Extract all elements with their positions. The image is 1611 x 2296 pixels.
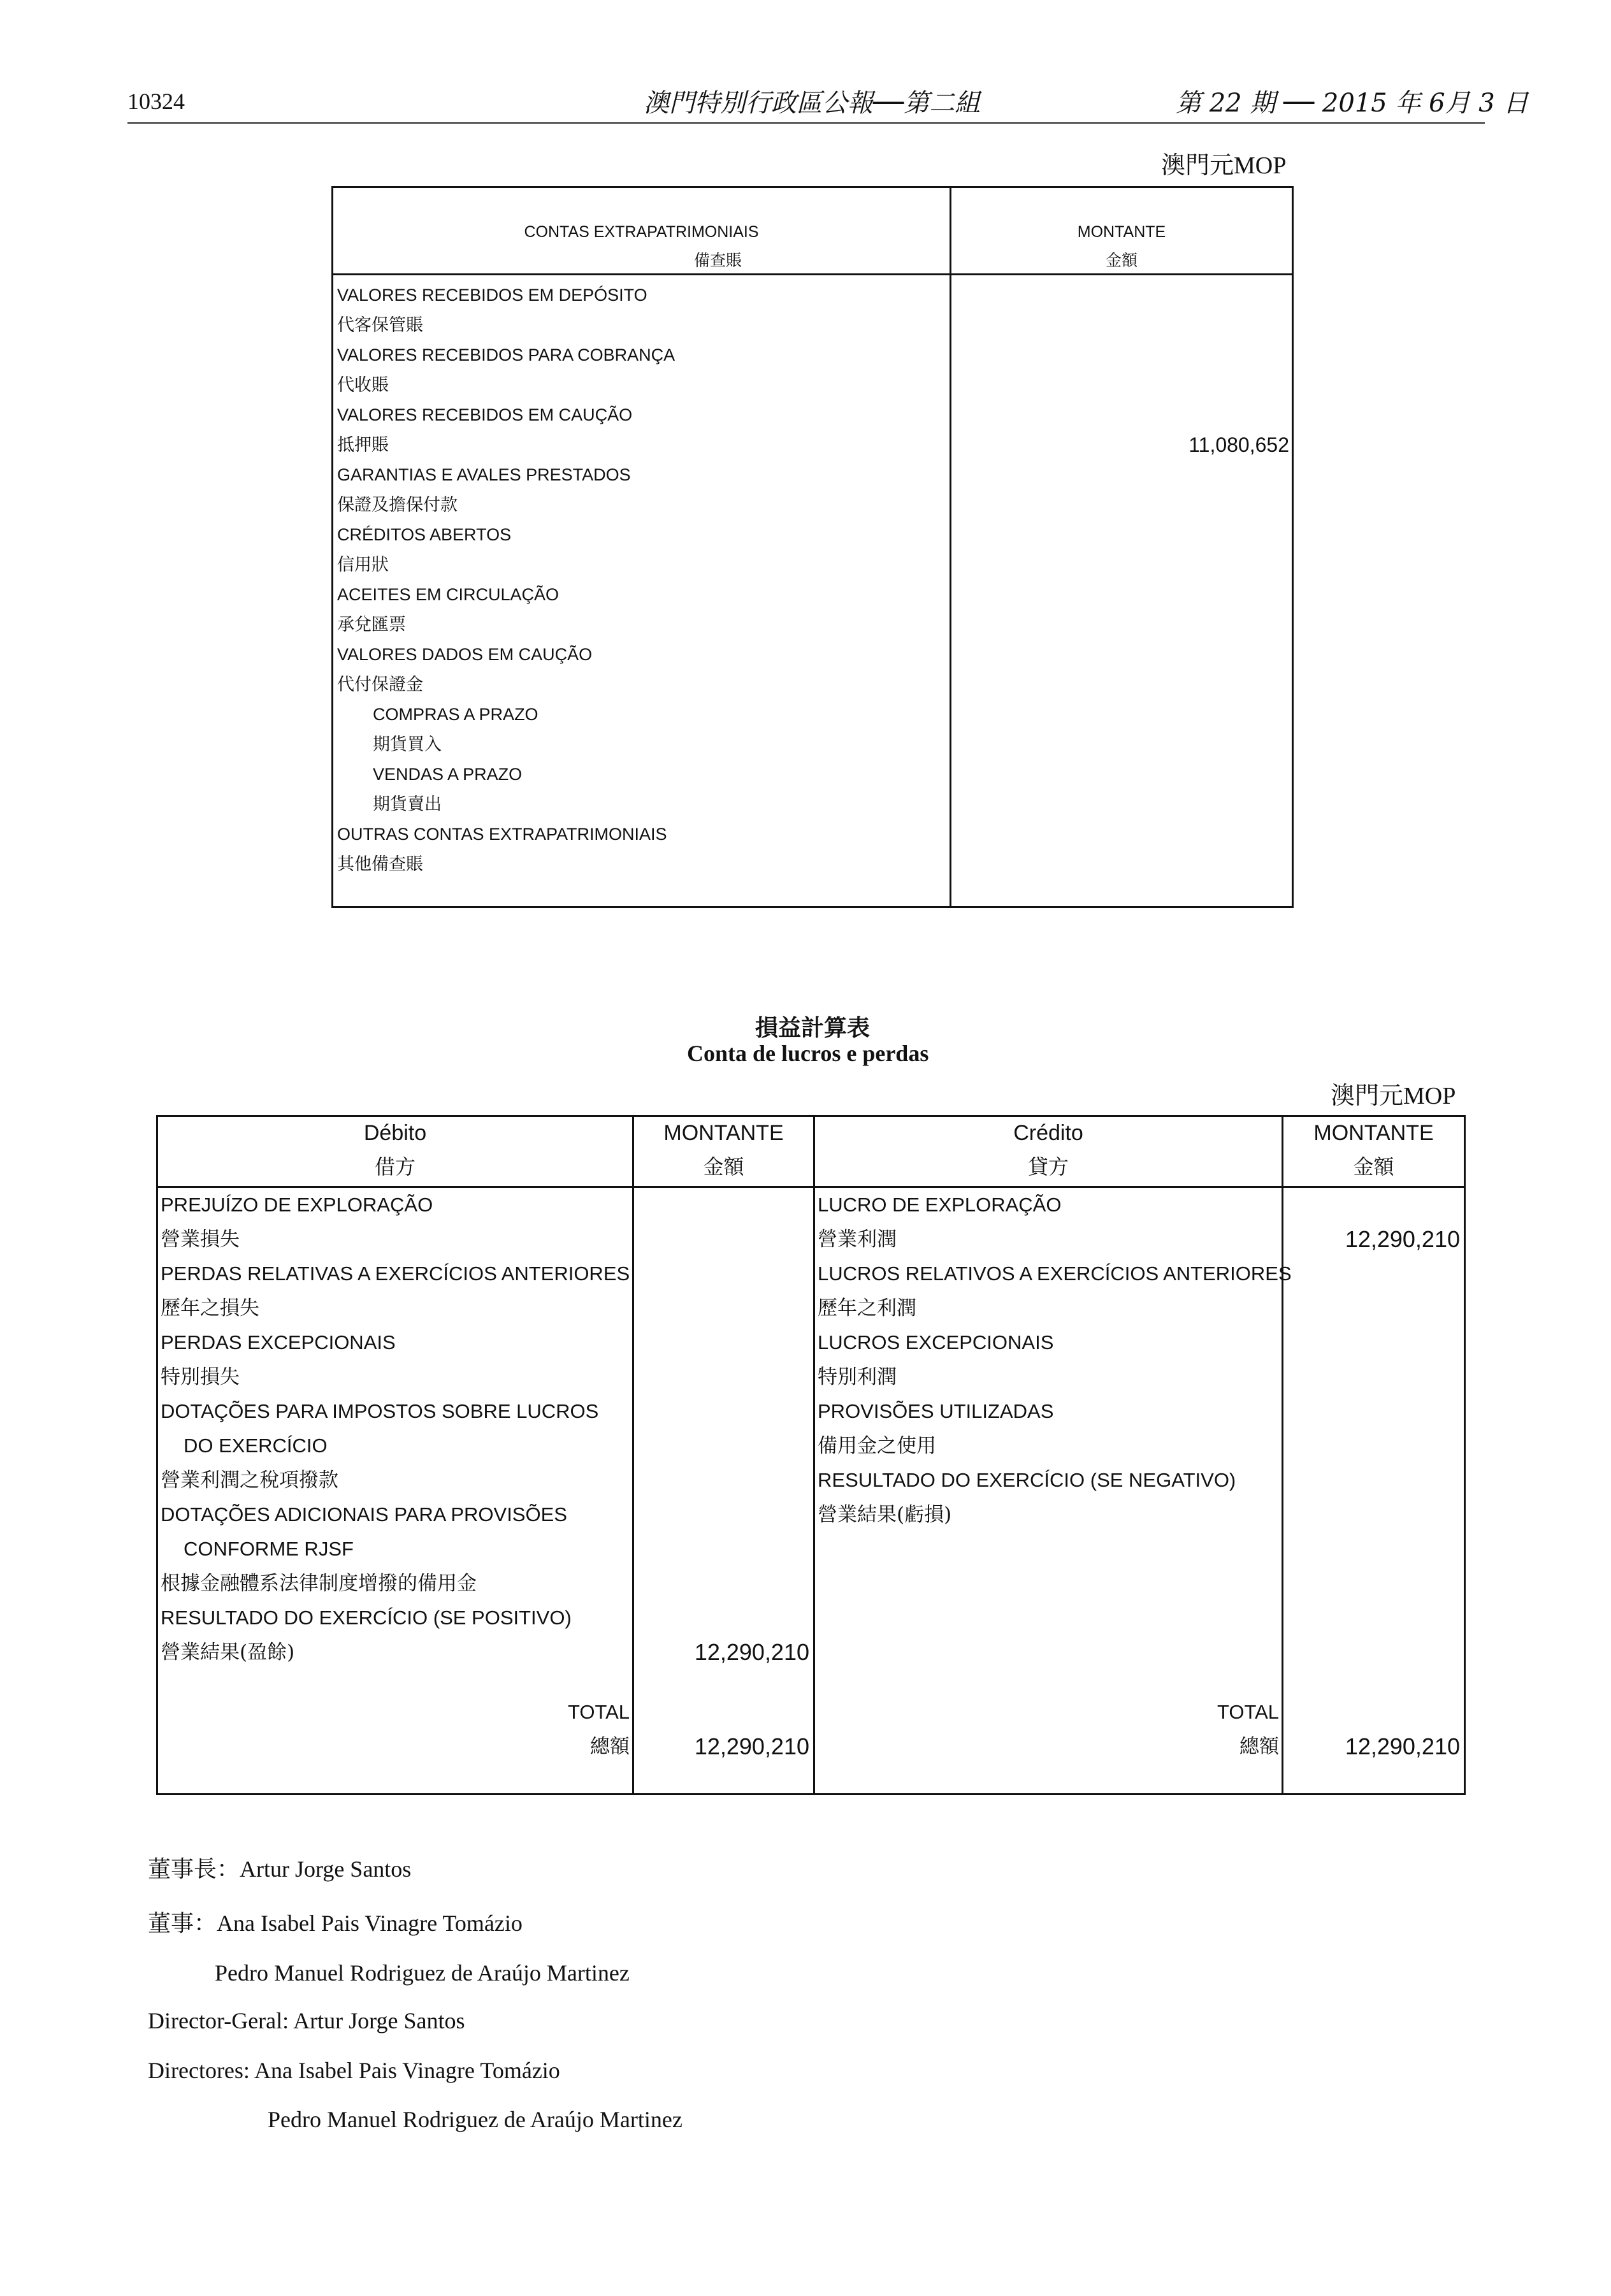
amount-column — [951, 275, 1293, 907]
table-body-row — [157, 1187, 1465, 1794]
row-amount — [634, 1566, 813, 1601]
row-label: 特別損失 — [161, 1366, 240, 1389]
row-label: DO EXERCÍCIO — [184, 1434, 328, 1457]
row-amount — [951, 819, 1292, 849]
pl-title-cn: 損益計算表 — [755, 1015, 871, 1041]
row-amount — [951, 340, 1292, 370]
credit-total-label-cn: 總額 — [1239, 1735, 1279, 1758]
row-label: PREJUÍZO DE EXPLORAÇÃO — [161, 1194, 433, 1216]
row-label: 營業利潤之稅項撥款 — [161, 1469, 338, 1492]
row-amount — [634, 1532, 813, 1566]
row-amount — [1283, 1394, 1464, 1429]
row-label: CRÉDITOS ABERTOS — [337, 525, 512, 544]
row-amount — [951, 849, 1292, 879]
row-amount — [951, 370, 1292, 400]
table-header-row — [333, 187, 1293, 275]
row-label: VENDAS A PRAZO — [373, 765, 523, 784]
row-label: 抵押賬 — [337, 435, 389, 455]
debit-list — [158, 1188, 632, 1670]
row-amount — [951, 580, 1292, 610]
row-amount — [1283, 1463, 1464, 1498]
row-amount — [634, 1257, 813, 1291]
row-amount — [634, 1498, 813, 1532]
row-amount — [634, 1222, 813, 1257]
row-amount — [1283, 1429, 1464, 1463]
profit-loss-table — [156, 1115, 1466, 1795]
row-amount — [634, 1325, 813, 1360]
row-label: PERDAS RELATIVAS A EXERCÍCIOS ANTERIORES — [161, 1262, 630, 1285]
off-balance-table — [331, 186, 1294, 908]
row-label: 根據金融體系法律制度增撥的備用金 — [161, 1572, 477, 1595]
row-amount — [951, 610, 1292, 640]
row-amount — [951, 280, 1292, 310]
row-label: 備用金之使用 — [818, 1434, 936, 1457]
row-label: CONFORME RJSF — [184, 1538, 354, 1560]
debit-total-amount: 12,290,210 — [694, 1733, 809, 1759]
row-amount — [951, 520, 1292, 550]
row-label: COMPRAS A PRAZO — [373, 705, 538, 724]
row-label: 信用狀 — [337, 555, 389, 575]
column-header-credit-amount: MONTANTE 金額 — [1283, 1116, 1465, 1187]
row-label: RESULTADO DO EXERCÍCIO (SE NEGATIVO) — [818, 1469, 1236, 1491]
table-header-row — [157, 1116, 1465, 1187]
credit-amount-column — [1283, 1187, 1465, 1794]
row-amount — [951, 310, 1292, 340]
chairman-line: 董事長：Artur Jorge Santos — [148, 1856, 412, 1882]
header-rule — [127, 122, 1485, 124]
row-label: PROVISÕES UTILIZADAS — [818, 1400, 1054, 1422]
row-amount — [951, 550, 1292, 580]
row-label: LUCRO DE EXPLORAÇÃO — [818, 1194, 1062, 1216]
row-label: 承兌匯票 — [337, 615, 406, 635]
row-amount — [1283, 1325, 1464, 1360]
director-general-line: Director-Geral: Artur Jorge Santos — [148, 2008, 465, 2033]
row-label: 代收賬 — [337, 375, 389, 395]
row-amount — [951, 730, 1292, 760]
row-amount — [634, 1394, 813, 1429]
column-header-debit: Débito 借方 — [157, 1116, 633, 1187]
row-label: 歷年之損失 — [161, 1297, 259, 1320]
debit-total-label-pt: TOTAL — [567, 1701, 630, 1723]
row-amount — [1283, 1498, 1464, 1532]
row-label: RESULTADO DO EXERCÍCIO (SE POSITIVO) — [161, 1606, 572, 1629]
row-amount — [951, 700, 1292, 730]
row-label: 代付保證金 — [337, 675, 423, 695]
credit-list — [815, 1188, 1292, 1532]
row-label: LUCROS RELATIVOS A EXERCÍCIOS ANTERIORES — [818, 1262, 1292, 1285]
debit-amount-column — [633, 1187, 814, 1794]
row-amount — [634, 1463, 813, 1498]
column-header-credit: Crédito 貸方 — [814, 1116, 1283, 1187]
row-amount — [951, 400, 1292, 430]
page-number: 10324 — [127, 89, 185, 114]
debit-column — [157, 1187, 633, 1794]
row-amount — [634, 1188, 813, 1222]
credit-total-amount: 12,290,210 — [1345, 1733, 1460, 1759]
table-body-row — [333, 275, 1293, 907]
currency-label: 澳門元MOP — [1161, 152, 1287, 179]
row-label: 其他備查賬 — [337, 855, 423, 874]
row-amount — [634, 1429, 813, 1463]
column-header-amount: MONTANTE 金額 — [951, 187, 1293, 275]
row-label: VALORES RECEBIDOS EM CAUÇÃO — [337, 405, 633, 424]
column-header-debit-amount: MONTANTE 金額 — [633, 1116, 814, 1187]
row-label: 代客保管賬 — [337, 315, 423, 335]
amounts-list — [951, 275, 1292, 879]
row-label: PERDAS EXCEPCIONAIS — [161, 1331, 396, 1354]
row-label: 期貨賣出 — [373, 795, 442, 814]
row-label: OUTRAS CONTAS EXTRAPATRIMONIAIS — [337, 825, 667, 844]
accounts-column — [333, 275, 951, 907]
directors-pt-line: Directores: Ana Isabel Pais Vinagre Tomázio — [148, 2058, 560, 2083]
row-amount — [634, 1360, 813, 1394]
row-amount — [951, 490, 1292, 520]
row-amount: 12,290,210 — [694, 1639, 809, 1665]
currency-label: 澳門元MOP — [1331, 1083, 1456, 1109]
accounts-list — [333, 275, 950, 879]
column-header-accounts: CONTAS EXTRAPATRIMONIAIS 備查賬 — [333, 187, 951, 275]
directors-pt-line-2: Pedro Manuel Rodriguez de Araújo Martinez — [268, 2107, 683, 2132]
row-amount — [951, 760, 1292, 790]
pl-title-pt: Conta de lucros e perdas — [687, 1041, 929, 1066]
row-label: 營業利潤 — [818, 1228, 897, 1251]
row-label: 保證及擔保付款 — [337, 495, 458, 515]
row-amount — [951, 790, 1292, 819]
issue-date: 第 22 期 ── 2015 年 6月 3 日 — [1176, 89, 1529, 118]
directors-cn-line: 董事：Ana Isabel Pais Vinagre Tomázio — [148, 1910, 523, 1936]
row-label: 營業結果(虧損) — [818, 1503, 952, 1526]
row-amount — [1283, 1188, 1464, 1222]
row-amount — [1283, 1360, 1464, 1394]
publication-title: 澳門特別行政區公報──第二組 — [644, 89, 981, 118]
row-label: 期貨買入 — [373, 735, 442, 755]
row-amount: 12,290,210 — [1345, 1226, 1460, 1252]
debit-amounts-list — [634, 1188, 813, 1670]
row-label: 特別利潤 — [818, 1366, 897, 1389]
credit-amounts-list — [1283, 1188, 1464, 1532]
row-amount — [951, 460, 1292, 490]
credit-column — [814, 1187, 1292, 1794]
row-label: VALORES DADOS EM CAUÇÃO — [337, 645, 593, 664]
credit-total-label-pt: TOTAL — [1217, 1701, 1279, 1723]
row-label: LUCROS EXCEPCIONAIS — [818, 1331, 1054, 1354]
row-label: VALORES RECEBIDOS PARA COBRANÇA — [337, 345, 675, 365]
row-label: DOTAÇÕES ADICIONAIS PARA PROVISÕES — [161, 1503, 567, 1526]
row-label: GARANTIAS E AVALES PRESTADOS — [337, 465, 631, 484]
row-amount — [1283, 1291, 1464, 1325]
row-label: DOTAÇÕES PARA IMPOSTOS SOBRE LUCROS — [161, 1400, 599, 1422]
row-amount — [951, 640, 1292, 670]
row-amount: 11,080,652 — [1188, 433, 1289, 456]
row-amount — [634, 1601, 813, 1635]
row-amount — [951, 670, 1292, 700]
row-label: VALORES RECEBIDOS EM DEPÓSITO — [337, 285, 647, 305]
debit-total-label-cn: 總額 — [590, 1735, 630, 1758]
row-label: ACEITES EM CIRCULAÇÃO — [337, 585, 560, 604]
row-label: 營業損失 — [161, 1228, 240, 1251]
row-amount — [1283, 1257, 1464, 1291]
directors-cn-line-2: Pedro Manuel Rodriguez de Araújo Martinez — [215, 1960, 630, 1986]
row-label: 營業結果(盈餘) — [161, 1641, 295, 1664]
row-label: 歷年之利潤 — [818, 1297, 916, 1320]
row-amount — [634, 1291, 813, 1325]
